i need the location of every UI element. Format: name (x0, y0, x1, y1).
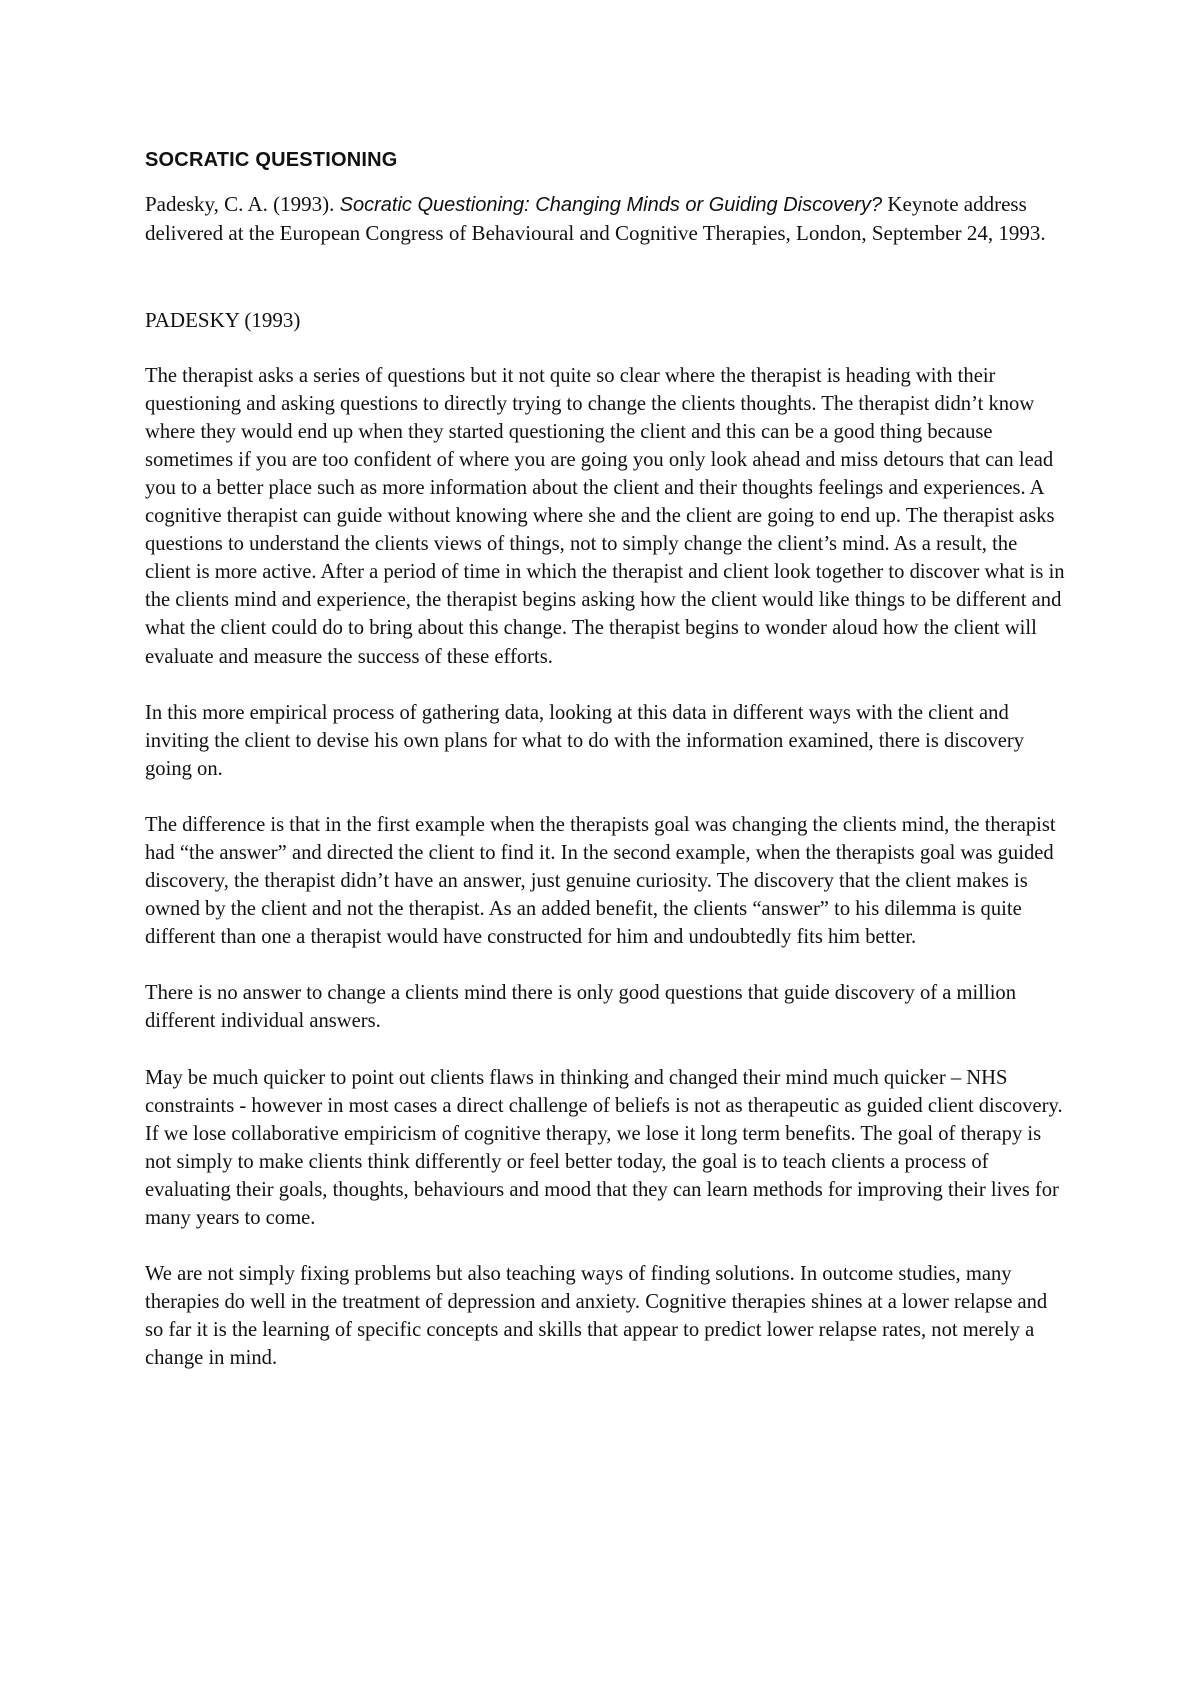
body-paragraph: May be much quicker to point out clients flaws in thinking and changed their mind much quicker – NHS constraints - however in most cases a direct challenge of beliefs is not as therapeutic as guided client discovery. If we lose collaborative empiricism of cognitive therapy, we lose it long term benefits. The goal of therapy is not simply to make clients think differently or feel better today, the goal is to teach clients a process of evaluating their goals, thoughts, behaviours and mood that they can learn methods for improving their lives for many years to come. (145, 1066, 1063, 1230)
document-title: SOCRATIC QUESTIONING (145, 149, 398, 171)
section-heading: PADESKY (1993) (145, 307, 301, 332)
body-paragraph: In this more empirical process of gathering data, looking at this data in different ways with the client and inviting the client to devise his own plans for what to do with the information examined, there is discovery going on. (145, 701, 1025, 780)
reference-lead: Padesky, C. A. (1993). (145, 192, 340, 216)
body-paragraph: We are not simply fixing problems but also teaching ways of finding solutions. In outcome studies, many therapies do well in the treatment of depression and anxiety. Cognitive therapies shines at a lower relapse and so far it is the learning of specific concepts and skills that appear to predict lower relapse rates, not merely a change in mind. (145, 1263, 1048, 1370)
reference-tail: Keynote address delivered at the European Congress of Behavioural and Cognitive Therapies, London, September 24, 1993. (145, 192, 1046, 246)
body-paragraph: The therapist asks a series of questions but it not quite so clear where the therapist is heading with their questioning and asking questions to directly trying to change the clients thoughts. The therapist didn’t know where they would end up when they started questioning the client and this can be a good thing because sometimes if you are too confident of where you are going you only look ahead and miss detours that can lead you to a better place such as more information about the client and their thoughts feelings and experiences. A cognitive therapist can guide without knowing where she and the client are going to end up. The therapist asks questions to understand the clients views of things, not to simply change the client’s mind. As a result, the client is more active. After a period of time in which the therapist and client look together to discover what is in the clients mind and experience, the therapist begins asking how the client would like things to be different and what the client could do to bring about this change. The therapist begins to wonder aloud how the client will evaluate and measure the success of these efforts. (145, 364, 1065, 668)
body-paragraph: There is no answer to change a clients mind there is only good questions that guide discovery of a million different individual answers. (145, 982, 1017, 1033)
reference-title: Socratic Questioning: Changing Minds or Guiding Discovery? (339, 194, 883, 216)
reference-citation (145, 190, 1065, 248)
body-paragraph: The difference is that in the first example when the therapists goal was changing the clients mind, the therapist had “the answer” and directed the client to find it. In the second example, when the therapists goal was guided discovery, the therapist didn’t have an answer, just genuine curiosity. The discovery that the client makes is owned by the client and not the therapist. As an added benefit, the clients “answer” to his dilemma is quite different than one a therapist would have constructed for him and undoubtedly fits him better. (145, 813, 1056, 949)
document-body (145, 148, 1065, 1401)
